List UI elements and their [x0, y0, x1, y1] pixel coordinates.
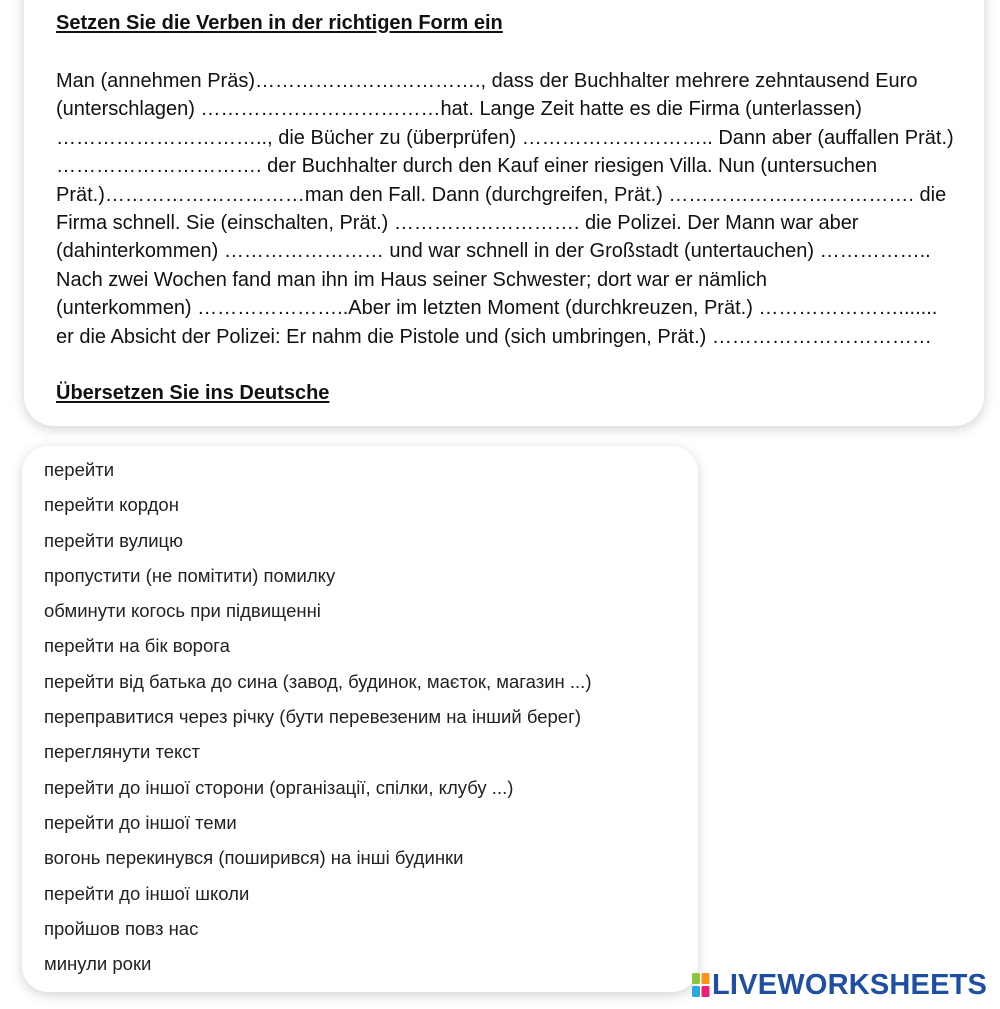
exercise-line: er die Absicht der Polizei: Er nahm die Pistole und (sich umbringen, Prät.) …………………………… [56, 325, 932, 348]
liveworksheets-logo[interactable] [692, 970, 987, 1000]
exercise-heading: Setzen Sie die Verben in der richtigen Form ein [56, 12, 503, 34]
phrase-item[interactable]: минули роки [44, 953, 152, 975]
logo-text: LIVEWORKSHEETS [712, 969, 988, 1001]
phrase-item[interactable]: перейти кордон [44, 494, 179, 516]
exercise-line: (unterkommen) …………………..Aber im letzten Moment (durchkreuzen, Prät.) …………………....... [56, 297, 938, 320]
exercise-line: Man (annehmen Präs)……………………………., dass der Buchhalter mehrere zehntausend Euro [56, 70, 918, 92]
liveworksheets-logo-icon [692, 972, 710, 998]
exercise-line: ………………………….., die Bücher zu (überprüfen) ……………………….. Dann aber (auffallen Prät.) [56, 126, 954, 149]
phrase-item[interactable]: перейти до іншої школи [44, 882, 250, 904]
phrase-item[interactable]: переправитися через річку (бути перевезеним на інший берег) [44, 706, 581, 728]
phrase-item[interactable]: перейти до іншої сторони (організації, спілки, клубу ...) [44, 776, 514, 798]
exercise-line: Firma schnell. Sie (einschalten, Prät.) ………………………. die Polizei. Der Mann war aber [56, 211, 859, 234]
translation-heading: Übersetzen Sie ins Deutsche [56, 382, 330, 404]
exercise-text [56, 67, 954, 351]
exercise-line: (dahinterkommen) …………………… und war schnell in der Großstadt (untertauchen) …………….. [56, 240, 931, 263]
phrase-list [44, 452, 591, 981]
phrase-list-card [22, 446, 698, 992]
phrase-item[interactable]: перейти від батька до сина (завод, будинок, маєток, магазин ...) [44, 670, 592, 692]
phrase-item[interactable]: обминути когось при підвищенні [44, 600, 321, 622]
phrase-item[interactable]: перейти до іншої теми [44, 811, 237, 833]
phrase-item[interactable]: пропустити (не помітити) помилку [44, 564, 336, 586]
exercise-line: (unterschlagen) ………………………………hat. Lange Zeit hatte es die Firma (unterlassen) [56, 98, 862, 121]
phrase-item[interactable]: перейти на бік ворога [44, 635, 230, 657]
phrase-item[interactable]: вогонь перекинувся (поширився) на інші будинки [44, 847, 464, 869]
exercise-card [24, 0, 984, 426]
exercise-line: Nach zwei Wochen fand man ihn im Haus seiner Schwester; dort war er nämlich [56, 268, 768, 291]
phrase-item[interactable]: переглянути текст [44, 741, 201, 763]
phrase-item[interactable]: перейти [44, 459, 115, 480]
exercise-line: Prät.)…………………………man den Fall. Dann (durchgreifen, Prät.) ………………………………. die [56, 183, 947, 206]
phrase-item[interactable]: пройшов повз нас [44, 917, 199, 939]
exercise-line: …………………………. der Buchhalter durch den Kauf einer riesigen Villa. Nun (untersuchen [56, 155, 878, 178]
phrase-item[interactable]: перейти вулицю [44, 529, 184, 551]
